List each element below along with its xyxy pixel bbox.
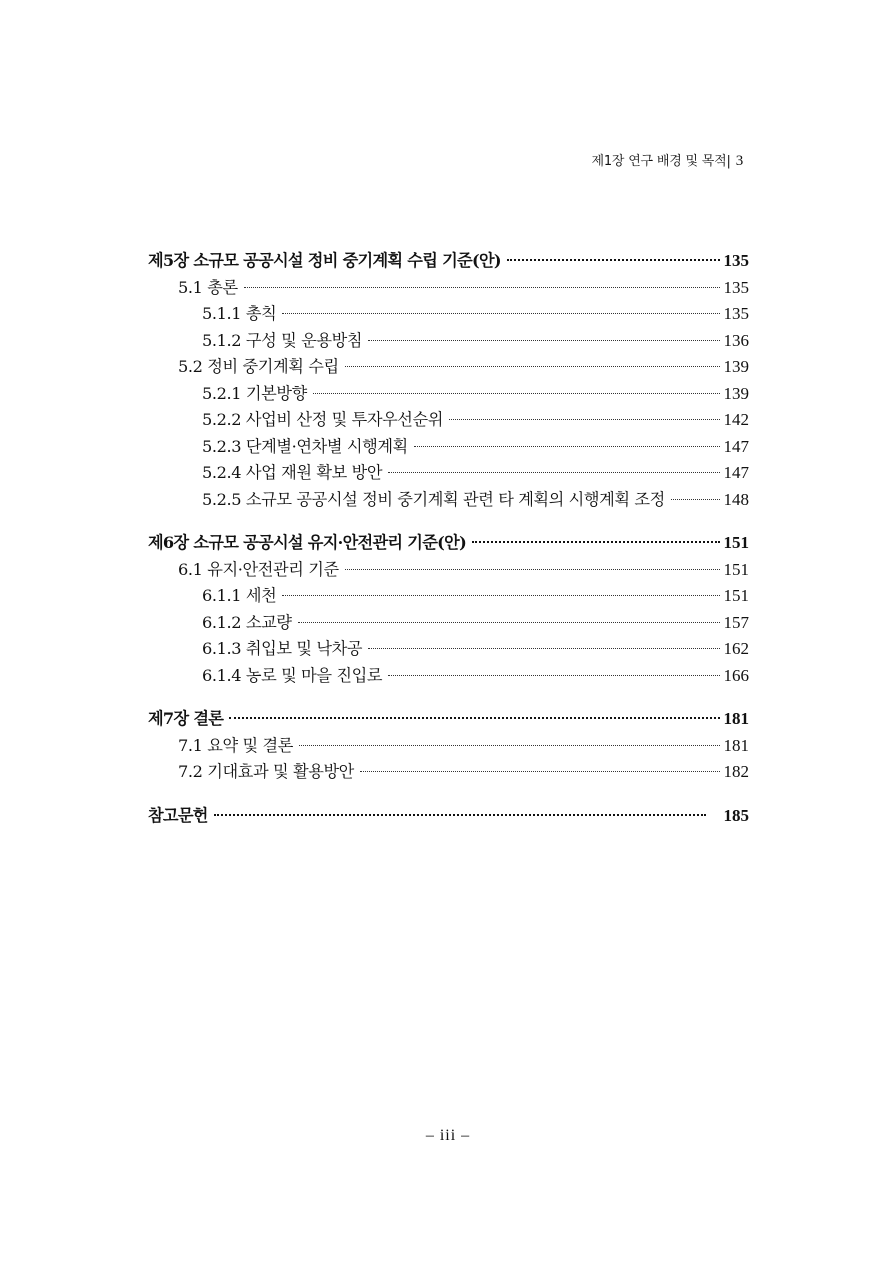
toc-entry-6-1-1[interactable] [148, 583, 749, 610]
toc-dot-leader [388, 472, 719, 473]
toc-entry-page: 135 [723, 304, 749, 323]
toc-dot-leader [414, 446, 720, 447]
toc-entry-title: 제7장 결론 [148, 709, 224, 728]
toc-dot-leader [449, 419, 719, 420]
toc-entry-title: 5.2.2 사업비 산정 및 투자우선순위 [202, 410, 444, 429]
toc-entry-title: 5.2.1 기본방향 [202, 383, 307, 403]
toc-entry-5-2[interactable] [148, 354, 749, 381]
toc-entry-5-2-3[interactable] [148, 434, 749, 461]
toc-entry-page: 148 [723, 489, 749, 509]
toc-dot-leader [472, 541, 719, 543]
toc-dot-leader [299, 745, 720, 746]
footer-page-label: – iii – [425, 1127, 471, 1144]
toc-entry-5-2-1[interactable] [148, 381, 749, 408]
toc-entry-7-2[interactable] [148, 759, 749, 786]
toc-entry-title: 5.1.2 구성 및 운용방침 [202, 330, 363, 350]
toc-entry-5-1-1[interactable] [148, 301, 749, 328]
toc-entry-5-1[interactable] [148, 275, 749, 302]
toc-entry-7-1[interactable] [148, 733, 749, 760]
toc-entry-page: 147 [723, 436, 749, 456]
toc-entry-title: 6.1.1 세천 [202, 586, 277, 605]
toc-dot-leader [671, 499, 720, 500]
table-of-contents [148, 248, 749, 829]
toc-dot-leader [507, 259, 720, 261]
toc-entry-page: 157 [723, 612, 749, 632]
toc-entry-title: 7.2 기대효과 및 활용방안 [178, 762, 354, 781]
toc-entry-chapter-5[interactable] [148, 248, 749, 275]
toc-entry-page: 185 [723, 805, 749, 825]
toc-dot-leader [244, 287, 720, 288]
toc-entry-title: 제6장 소규모 공공시설 유지·안전관리 기준(안) [148, 533, 467, 552]
toc-entry-page: 181 [723, 709, 749, 728]
toc-entry-page: 151 [723, 533, 749, 552]
page-footer [0, 1127, 896, 1145]
toc-entry-title: 5.2.5 소규모 공공시설 정비 중기계획 관련 타 계획의 시행계획 조정 [202, 489, 665, 509]
toc-dot-leader [345, 569, 720, 570]
toc-entry-title: 7.1 요약 및 결론 [178, 735, 293, 755]
toc-entry-title: 5.2 정비 중기계획 수립 [178, 357, 339, 376]
toc-entry-page: 136 [723, 330, 749, 350]
toc-entry-5-2-4[interactable] [148, 460, 749, 487]
toc-entry-page: 151 [723, 586, 749, 605]
toc-entry-page: 181 [723, 735, 749, 755]
toc-entry-title: 6.1.2 소교량 [202, 612, 292, 632]
toc-entry-title: 6.1 유지·안전관리 기준 [178, 559, 339, 579]
toc-entry-title: 참고문헌 [148, 805, 208, 825]
toc-entry-page: 135 [723, 251, 749, 270]
running-header-separator: | [726, 154, 731, 169]
toc-dot-leader [298, 622, 720, 623]
toc-entry-page: 162 [723, 639, 749, 658]
toc-entry-chapter-7[interactable] [148, 706, 749, 733]
toc-entry-5-2-2[interactable] [148, 407, 749, 434]
toc-entry-6-1-4[interactable] [148, 663, 749, 690]
toc-dot-leader [282, 313, 719, 314]
running-header [591, 150, 743, 170]
toc-dot-leader [345, 366, 720, 367]
running-header-page-number: 3 [735, 153, 743, 169]
toc-entry-page: 166 [723, 665, 749, 685]
toc-entry-title: 5.2.4 사업 재원 확보 방안 [202, 463, 383, 482]
toc-dot-leader [368, 648, 719, 649]
toc-entry-page: 139 [723, 357, 749, 376]
toc-entry-chapter-6[interactable] [148, 530, 749, 557]
toc-entry-title: 6.1.4 농로 및 마을 진입로 [202, 665, 383, 685]
toc-dot-leader [214, 814, 706, 816]
toc-entry-page: 182 [723, 762, 749, 781]
toc-dot-leader [229, 717, 719, 719]
toc-entry-title: 6.1.3 취입보 및 낙차공 [202, 639, 363, 658]
toc-entry-page: 135 [723, 277, 749, 297]
toc-entry-page: 151 [723, 559, 749, 579]
toc-dot-leader [282, 595, 719, 596]
toc-dot-leader [368, 340, 719, 341]
toc-entry-6-1-3[interactable] [148, 636, 749, 663]
toc-dot-leader [360, 771, 720, 772]
toc-dot-leader [313, 393, 720, 394]
toc-entry-references[interactable] [148, 803, 749, 830]
toc-entry-page: 142 [723, 410, 749, 429]
toc-entry-title: 5.1.1 총칙 [202, 304, 277, 323]
toc-entry-title: 제5장 소규모 공공시설 정비 중기계획 수립 기준(안) [148, 251, 501, 270]
toc-entry-5-2-5[interactable] [148, 487, 749, 514]
toc-entry-5-1-2[interactable] [148, 328, 749, 355]
toc-entry-6-1[interactable] [148, 557, 749, 584]
toc-dot-leader [388, 675, 719, 676]
toc-entry-title: 5.1 총론 [178, 277, 238, 297]
toc-entry-6-1-2[interactable] [148, 610, 749, 637]
toc-entry-page: 147 [723, 463, 749, 482]
toc-entry-page: 139 [723, 383, 749, 403]
toc-entry-title: 5.2.3 단계별·연차별 시행계획 [202, 436, 408, 456]
running-header-title: 제1장 연구 배경 및 목적 [591, 154, 727, 169]
